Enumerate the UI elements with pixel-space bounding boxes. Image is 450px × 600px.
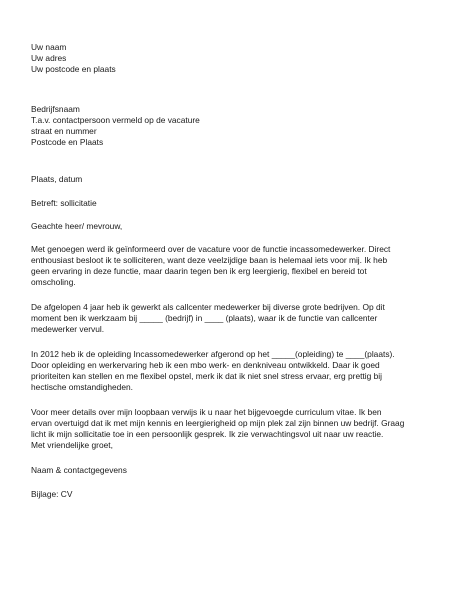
place-date — [31, 174, 423, 185]
sender-postcode-city: Uw postcode en plaats — [31, 64, 116, 75]
attachment-text: Bijlage: CV — [31, 489, 73, 499]
sender-address — [31, 42, 423, 75]
paragraph-line: medewerker vervul. — [31, 324, 105, 335]
paragraph-line: Door opleiding en werkervaring heb ik een mbo werk- en denkniveau ontwikkeld. Daar ik goed — [31, 360, 380, 371]
attachment — [31, 489, 423, 500]
recipient-company: Bedrijfsnaam — [31, 104, 80, 114]
paragraph-line: hectische omstandigheden. — [31, 382, 133, 393]
recipient-street: straat en nummer — [31, 126, 97, 137]
paragraph-line: In 2012 heb ik de opleiding Incassomedewerker afgerond op het _____(opleiding) te ____(plaats). — [31, 349, 395, 359]
paragraph-line: prioriteiten kan stellen en me flexibel opstel, merk ik dat ik niet snel stress ervaar, erg prettig bij — [31, 371, 382, 382]
paragraph-education — [31, 349, 423, 393]
sender-address-line: Uw adres — [31, 53, 67, 64]
paragraph-line: moment ben ik werkzaam bij _____ (bedrijf) in ____ (plaats), waar ik de functie van callcenter — [31, 313, 378, 324]
signature — [31, 465, 423, 476]
salutation-text: Geachte heer/ mevrouw, — [31, 221, 123, 231]
paragraph-line: omscholing. — [31, 277, 76, 288]
closing-greeting: Met vriendelijke groet, — [31, 440, 113, 451]
paragraph-intro — [31, 244, 423, 288]
paragraph-line: ervan overtuigd dat ik met mijn kennis en leergierigheid op mijn plek zal zijn binnen uw bedrijf. Graag — [31, 418, 405, 429]
paragraph-line: Voor meer details over mijn loopbaan verwijs ik u naar het bijgevoegde curriculum vitae. Ik ben — [31, 407, 382, 417]
paragraph-experience — [31, 302, 423, 335]
paragraph-closing — [31, 407, 423, 451]
paragraph-line: licht ik mijn sollicitatie toe in een persoonlijk gesprek. Ik zie verwachtingsvol uit naar uw reactie. — [31, 429, 384, 440]
paragraph-line: Met genoegen werd ik geïnformeerd over de vacature voor de functie incassomedewerker. Direct — [31, 244, 391, 254]
subject-line — [31, 198, 423, 209]
sender-name: Uw naam — [31, 42, 67, 52]
subject-text: Betreft: sollicitatie — [31, 198, 97, 208]
recipient-attention: T.a.v. contactpersoon vermeld op de vacature — [31, 115, 200, 126]
paragraph-line: enthousiast besloot ik te solliciteren, want deze veelzijdige baan is helemaal iets voor mij. Ik heb — [31, 255, 388, 266]
paragraph-line: geen ervaring in deze functie, maar daarin tegen ben ik erg leergierig, flexibel en bereid tot — [31, 266, 367, 277]
signature-text: Naam & contactgegevens — [31, 465, 127, 475]
recipient-address — [31, 104, 423, 148]
recipient-postcode-city: Postcode en Plaats — [31, 137, 104, 148]
salutation — [31, 221, 423, 232]
paragraph-line: De afgelopen 4 jaar heb ik gewerkt als callcenter medewerker bij diverse grote bedrijven. Op dit — [31, 302, 385, 312]
place-date-text: Plaats, datum — [31, 174, 83, 184]
